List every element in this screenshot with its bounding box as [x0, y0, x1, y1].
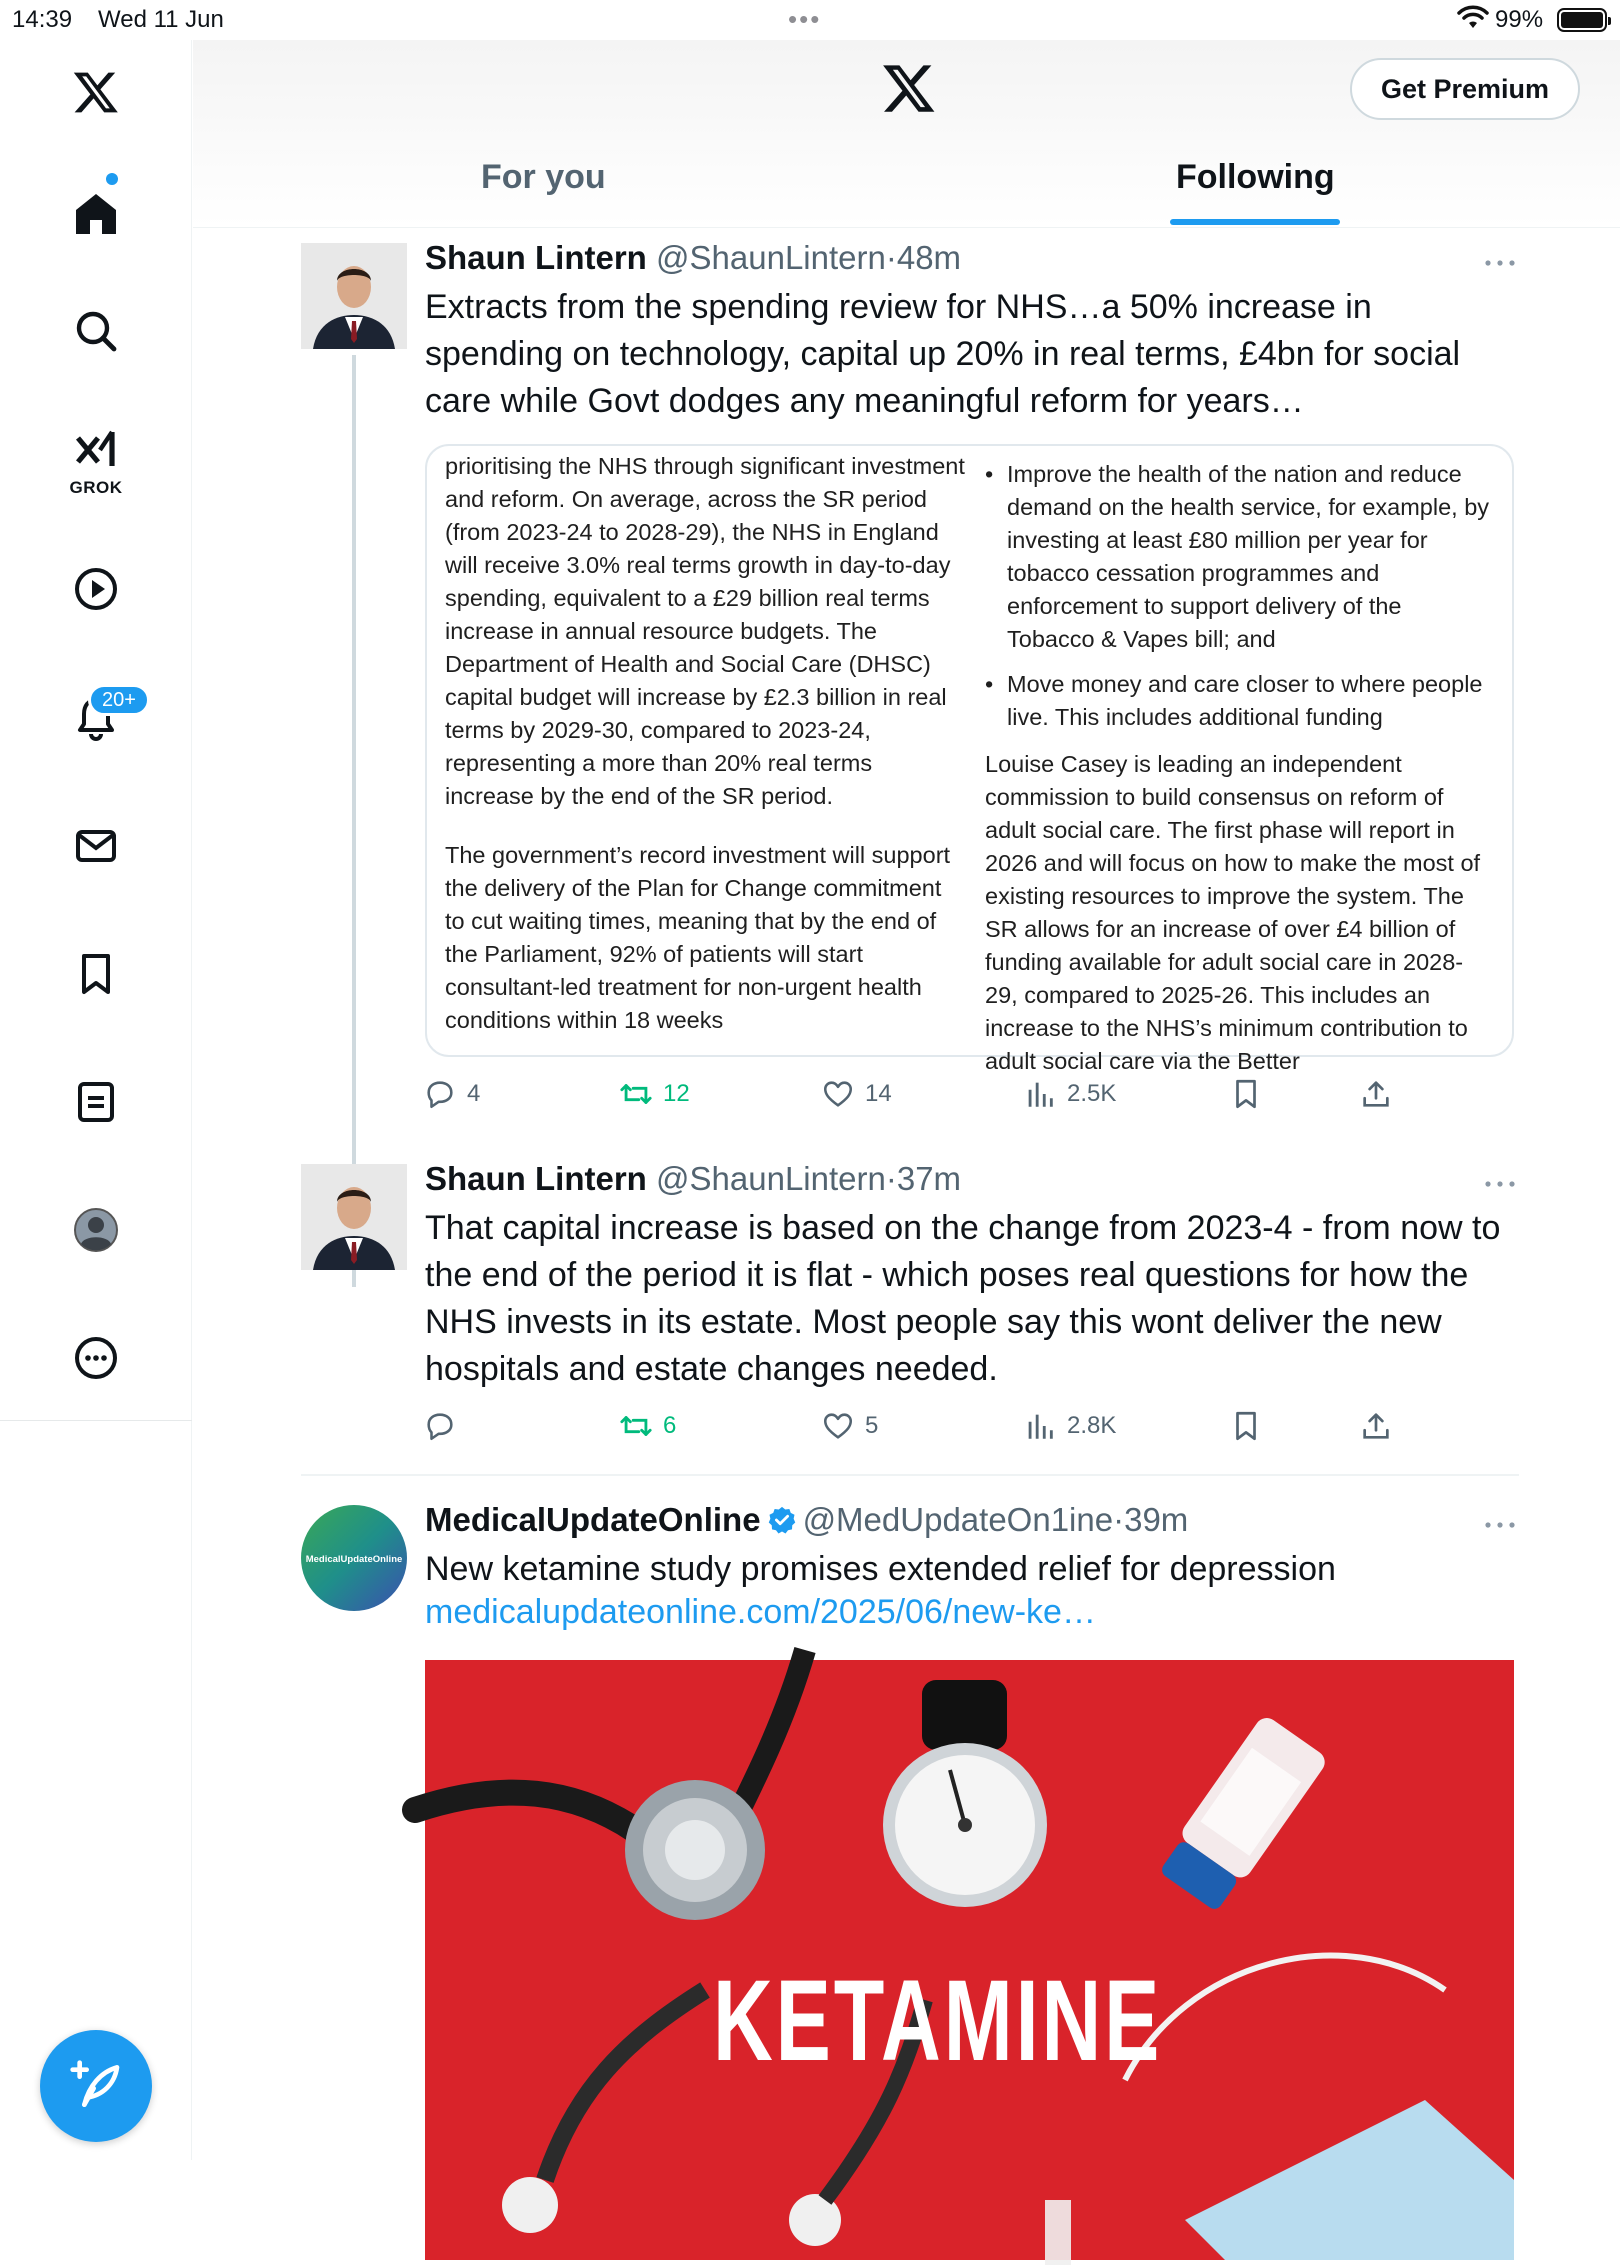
- notifications-badge: 20+: [88, 684, 150, 716]
- author-name[interactable]: MedicalUpdateOnline: [425, 1501, 761, 1538]
- heart-icon: [821, 1409, 855, 1443]
- views-button[interactable]: [1023, 1077, 1116, 1111]
- retweet-count: 6: [663, 1412, 677, 1439]
- battery-percent: 99%: [1495, 6, 1544, 33]
- timeline-feed: [193, 229, 1620, 2160]
- status-time: 14:39: [12, 6, 73, 33]
- author-name[interactable]: Shaun Lintern: [425, 239, 647, 276]
- grok-icon[interactable]: [66, 420, 126, 480]
- compose-feather-icon: [68, 2058, 124, 2114]
- sidebar-divider: [0, 1420, 192, 1421]
- grok-label: GROK: [69, 478, 123, 497]
- tweet-author-line: MedicalUpdateOnline @MedUpdateOn1ine·39m: [425, 1501, 1189, 1538]
- messages-mail-icon[interactable]: [66, 816, 126, 876]
- x-logo-icon[interactable]: [66, 62, 126, 122]
- wifi-icon: [1458, 6, 1488, 30]
- video-play-icon[interactable]: [66, 559, 126, 619]
- search-icon[interactable]: [66, 301, 126, 361]
- document-left-paragraph-1: prioritising the NHS through significant investment and reform. On average, across the SR period (from 2023-24 to 2028-29), the NHS in England will receive 3.0% real terms growth in day-to-day spending, equivalent to a £29 billion real terms increase in annual resource budgets. The Department of Health and Social Care (DHSC) capital budget will increase by £2.3 billion in real terms by 2029-30, compared to 2023-24, representing a more than 20% real terms increase by the end of the SR period.: [445, 453, 965, 809]
- tweet-timestamp[interactable]: 37m: [896, 1160, 962, 1197]
- retweet-icon: [619, 1409, 653, 1443]
- tweet-action-bar: [423, 1077, 1523, 1117]
- document-right-paragraph: Louise Casey is leading an independent commission to build consensus on reform of adult social care. The first phase will report in 2026 and will focus on how to make the most of existing resources to improve the system. The SR allows for an increase of over £4 billion of funding available for adult social care in 2028-29, compared to 2025-26. This includes an increase to the NHS’s minimum contribution to adult social care via the Better: [985, 751, 1481, 1074]
- bookmark-icon: [1229, 1077, 1263, 1111]
- more-options-icon[interactable]: [66, 1328, 126, 1388]
- tweet-more-icon[interactable]: [1480, 253, 1520, 273]
- tweet-timestamp[interactable]: 48m: [896, 239, 962, 276]
- x-header-logo-icon[interactable]: [881, 60, 937, 116]
- document-right-bullets: [985, 458, 1495, 746]
- tweet-more-icon[interactable]: [1480, 1515, 1520, 1535]
- like-count: 14: [865, 1080, 892, 1107]
- avatar[interactable]: [301, 1164, 407, 1270]
- tweet-text: New ketamine study promises extended relief for depression: [425, 1550, 1336, 1588]
- reply-icon: [423, 1409, 457, 1443]
- reply-button[interactable]: [423, 1409, 467, 1443]
- lists-icon[interactable]: [66, 1072, 126, 1132]
- tab-following[interactable]: Following: [1176, 158, 1335, 196]
- document-left-paragraph-2: The government’s record investment will support the delivery of the Plan for Change commitment to cut waiting times, meaning that by the end of the Parliament, 92% of patients will start consultant-led treatment for non-urgent health conditions within 18 weeks: [445, 842, 951, 1033]
- home-unread-dot: [106, 173, 118, 185]
- tweet-media-document-image[interactable]: [425, 444, 1514, 1074]
- tweet-text: Extracts from the spending review for NHS…a 50% increase in spending on technology, capital up 20% in real terms, £4bn for social care while Govt dodges any meaningful reform for years…: [425, 288, 1461, 420]
- document-left-column: [445, 450, 965, 1037]
- author-name[interactable]: Shaun Lintern: [425, 1160, 647, 1197]
- like-button[interactable]: [821, 1409, 878, 1443]
- document-bullet-1: • Improve the health of the nation and reduce demand on the health service, for example, by investing at least £80 million per year for tobacco cessation programmes and enforcement to support delivery of the Tobacco & Vapes bill; and: [985, 458, 1495, 656]
- compose-post-button[interactable]: [40, 2030, 152, 2142]
- author-handle[interactable]: @ShaunLintern: [656, 239, 886, 276]
- share-icon: [1359, 1409, 1393, 1443]
- views-chart-icon: [1023, 1409, 1057, 1443]
- tweet-action-bar: [423, 1409, 1523, 1449]
- reply-button[interactable]: [423, 1077, 480, 1111]
- like-count: 5: [865, 1412, 879, 1439]
- retweet-count: 12: [663, 1080, 690, 1107]
- image-overlay-text: KETAMINE: [713, 1956, 1163, 2086]
- bookmark-button[interactable]: [1229, 1077, 1273, 1111]
- tweet-more-icon[interactable]: [1480, 1174, 1520, 1194]
- views-button[interactable]: [1023, 1409, 1116, 1443]
- retweet-button[interactable]: [619, 1077, 690, 1111]
- author-handle[interactable]: @ShaunLintern: [656, 1160, 886, 1197]
- tweet-timestamp[interactable]: 39m: [1124, 1501, 1189, 1538]
- tweet-author-line: Shaun Lintern @ShaunLintern·37m: [425, 1160, 962, 1197]
- share-button[interactable]: [1359, 1409, 1403, 1443]
- author-handle[interactable]: @MedUpdateOn1ine: [802, 1501, 1114, 1538]
- battery-icon: [1557, 8, 1607, 32]
- reply-icon: [423, 1077, 457, 1111]
- thread-connector-line: [352, 355, 356, 1287]
- top-header: [193, 40, 1620, 228]
- status-date: Wed 11 Jun: [98, 6, 224, 33]
- active-tab-indicator: [1170, 219, 1340, 225]
- status-bar: [0, 0, 1620, 40]
- retweet-button[interactable]: [619, 1409, 676, 1443]
- reply-count: 4: [467, 1080, 481, 1107]
- avatar-logo-text: MedicalUpdateOnline: [305, 1554, 403, 1565]
- tab-for-you[interactable]: For you: [481, 158, 606, 196]
- bookmarks-icon[interactable]: [66, 944, 126, 1004]
- heart-icon: [821, 1077, 855, 1111]
- bookmark-icon: [1229, 1409, 1263, 1443]
- sidebar: [0, 40, 192, 2160]
- views-count: 2.8K: [1067, 1412, 1117, 1439]
- tweet-divider: [301, 1474, 1519, 1476]
- avatar[interactable]: [301, 243, 407, 349]
- retweet-icon: [619, 1077, 653, 1111]
- bookmark-button[interactable]: [1229, 1409, 1273, 1443]
- views-chart-icon: [1023, 1077, 1057, 1111]
- multitasking-dots-icon[interactable]: •••: [788, 4, 822, 34]
- get-premium-button[interactable]: Get Premium: [1350, 58, 1580, 120]
- tweet-link[interactable]: medicalupdateonline.com/2025/06/new-ke…: [425, 1593, 1096, 1631]
- share-icon: [1359, 1077, 1393, 1111]
- document-bullet-2: • Move money and care closer to where people live. This includes additional funding: [985, 668, 1495, 734]
- like-button[interactable]: [821, 1077, 892, 1111]
- home-icon[interactable]: [66, 184, 126, 244]
- tweet-text: That capital increase is based on the change from 2023-4 - from now to the end of the period it is flat - which poses real questions for how the NHS invests in its estate. Most people say this wont deliver the new hospitals and estate changes needed.: [425, 1209, 1501, 1388]
- share-button[interactable]: [1359, 1077, 1403, 1111]
- tweet-media-photo[interactable]: [425, 1660, 1514, 2260]
- views-count: 2.5K: [1067, 1080, 1117, 1107]
- verified-badge-icon: [767, 1505, 797, 1535]
- avatar[interactable]: [301, 1505, 407, 1611]
- profile-avatar-icon[interactable]: [66, 1200, 126, 1260]
- tweet-author-line: Shaun Lintern @ShaunLintern·48m: [425, 239, 962, 276]
